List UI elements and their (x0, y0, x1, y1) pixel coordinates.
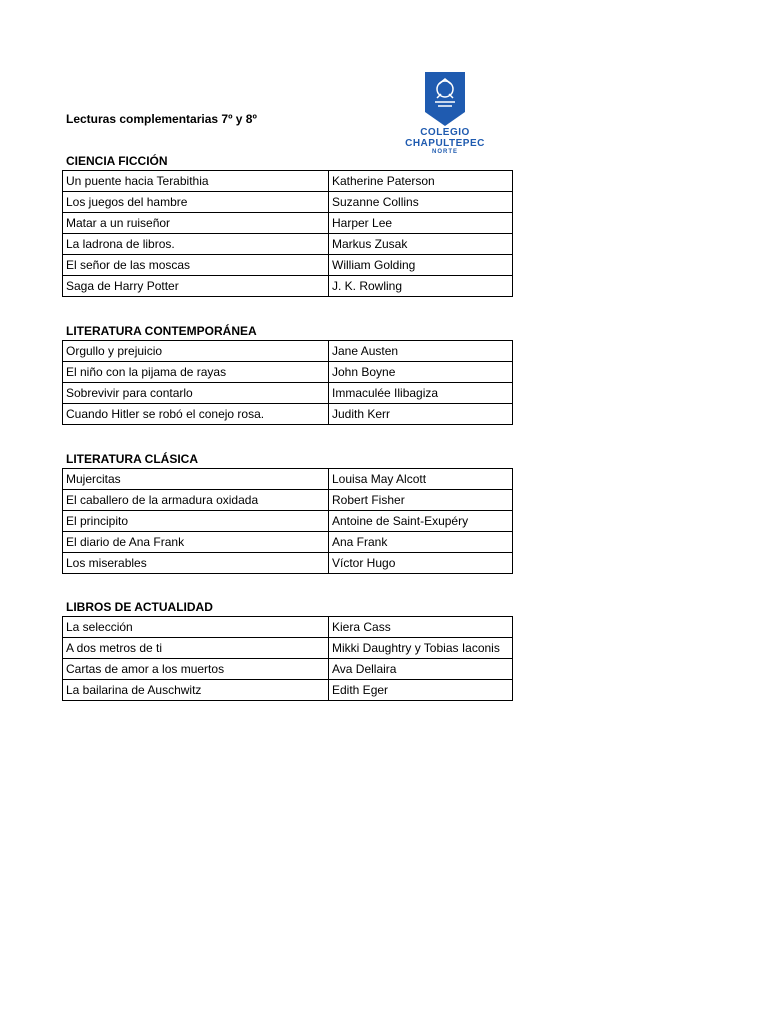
document-title: Lecturas complementarias 7º y 8º (66, 112, 257, 126)
table-row (63, 638, 513, 659)
book-title: El caballero de la armadura oxidada (63, 490, 329, 511)
section-libros-de-actualidad (62, 598, 512, 701)
book-author: Katherine Paterson (329, 171, 513, 192)
books-table (62, 468, 513, 574)
books-table (62, 340, 513, 425)
book-title: Cartas de amor a los muertos (63, 659, 329, 680)
book-title: Los juegos del hambre (63, 192, 329, 213)
table-row (63, 234, 513, 255)
book-title: A dos metros de ti (63, 638, 329, 659)
table-row (63, 213, 513, 234)
section-title: LIBROS DE ACTUALIDAD (66, 600, 213, 614)
book-author: Mikki Daughtry y Tobias Iaconis (329, 638, 513, 659)
books-table (62, 616, 513, 701)
logo-text-norte: NORTE (432, 149, 458, 155)
logo-text-colegio: COLEGIO (420, 127, 470, 138)
books-table (62, 170, 513, 297)
book-title: Los miserables (63, 553, 329, 574)
book-author: William Golding (329, 255, 513, 276)
book-author: Harper Lee (329, 213, 513, 234)
book-title: La bailarina de Auschwitz (63, 680, 329, 701)
logo-text-chapultepec: CHAPULTEPEC (405, 138, 485, 149)
table-row (63, 383, 513, 404)
book-title: Cuando Hitler se robó el conejo rosa. (63, 404, 329, 425)
book-author: John Boyne (329, 362, 513, 383)
book-title: La selección (63, 617, 329, 638)
table-row (63, 617, 513, 638)
table-row (63, 192, 513, 213)
book-author: Judith Kerr (329, 404, 513, 425)
book-author: Kiera Cass (329, 617, 513, 638)
book-title: Mujercitas (63, 469, 329, 490)
table-row (63, 680, 513, 701)
book-author: Louisa May Alcott (329, 469, 513, 490)
book-title: El niño con la pijama de rayas (63, 362, 329, 383)
book-author: Jane Austen (329, 341, 513, 362)
section-literatura-contemporanea (62, 322, 512, 425)
book-title: La ladrona de libros. (63, 234, 329, 255)
table-row (63, 469, 513, 490)
book-title: El principito (63, 511, 329, 532)
table-row (63, 511, 513, 532)
book-title: El señor de las moscas (63, 255, 329, 276)
book-title: Matar a un ruiseñor (63, 213, 329, 234)
book-author: J. K. Rowling (329, 276, 513, 297)
table-row (63, 341, 513, 362)
book-author: Víctor Hugo (329, 553, 513, 574)
table-row (63, 404, 513, 425)
book-title: Sobrevivir para contarlo (63, 383, 329, 404)
book-author: Immaculée Ilibagiza (329, 383, 513, 404)
table-row (63, 171, 513, 192)
table-row (63, 659, 513, 680)
section-title: CIENCIA FICCIÓN (66, 154, 168, 168)
book-author: Markus Zusak (329, 234, 513, 255)
section-ciencia-ficcion (62, 152, 512, 297)
book-author: Ana Frank (329, 532, 513, 553)
table-row (63, 362, 513, 383)
school-logo (400, 72, 490, 162)
book-author: Robert Fisher (329, 490, 513, 511)
book-title: Un puente hacia Terabithia (63, 171, 329, 192)
book-title: Saga de Harry Potter (63, 276, 329, 297)
table-row (63, 255, 513, 276)
section-title: LITERATURA CLÁSICA (66, 452, 198, 466)
table-row (63, 532, 513, 553)
book-title: Orgullo y prejuicio (63, 341, 329, 362)
book-author: Antoine de Saint-Exupéry (329, 511, 513, 532)
book-author: Ava Dellaira (329, 659, 513, 680)
table-row (63, 490, 513, 511)
table-row (63, 276, 513, 297)
section-title: LITERATURA CONTEMPORÁNEA (66, 324, 257, 338)
school-crest-icon (425, 72, 465, 126)
table-row (63, 553, 513, 574)
book-title: El diario de Ana Frank (63, 532, 329, 553)
book-author: Edith Eger (329, 680, 513, 701)
section-literatura-clasica (62, 450, 512, 574)
book-author: Suzanne Collins (329, 192, 513, 213)
